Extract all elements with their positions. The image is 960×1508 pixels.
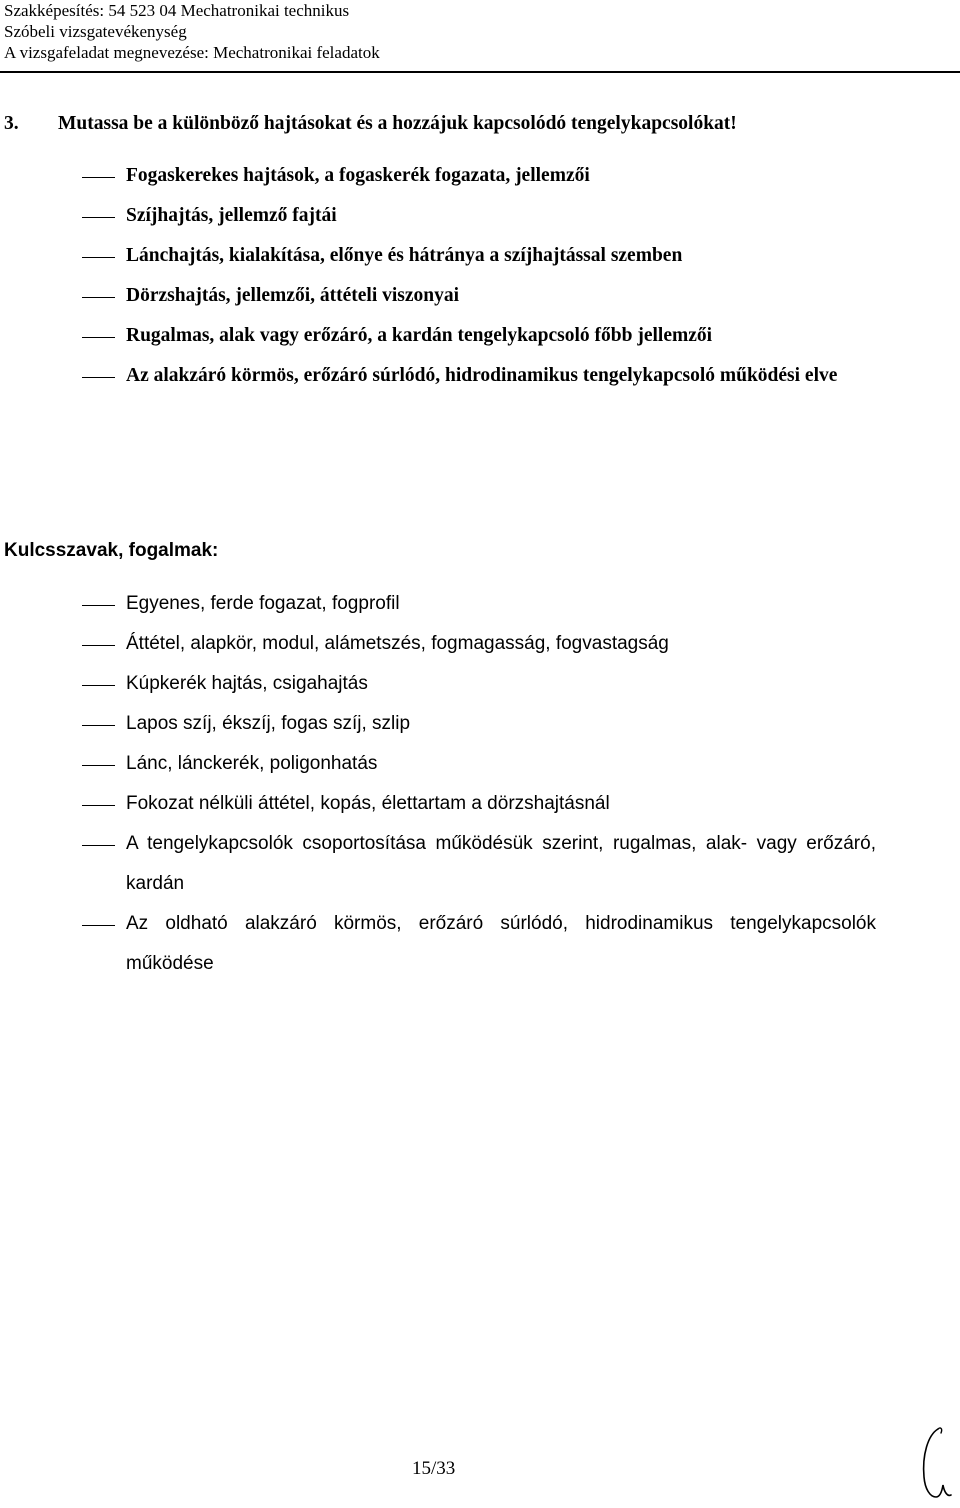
dash-bullet: [82, 217, 115, 218]
topic-text: Dörzshajtás, jellemzői, áttételi viszonyai: [126, 285, 460, 306]
keyword-text: Egyenes, ferde fogazat, fogprofil: [126, 593, 400, 614]
list-item: [0, 196, 876, 236]
keyword-text: Áttétel, alapkör, modul, alámetszés, fogmagasság, fogvastagság: [126, 633, 669, 654]
dash-bullet: [82, 177, 115, 178]
dash-bullet: [82, 685, 115, 686]
topic-text: Rugalmas, alak vagy erőzáró, a kardán tengelykapcsoló főbb jellemzői: [126, 325, 713, 346]
dash-bullet: [82, 257, 115, 258]
list-item: [0, 584, 876, 624]
dash-bullet: [82, 805, 115, 806]
list-item: [0, 156, 876, 196]
list-item: [0, 664, 876, 704]
list-item: [0, 624, 876, 664]
header-divider: [0, 71, 960, 73]
topic-text: Fogaskerekes hajtások, a fogaskerék fogazata, jellemzői: [126, 165, 590, 186]
keyword-text: A tengelykapcsolók csoportosítása működésük szerint, rugalmas, alak- vagy erőzáró, kardán: [126, 833, 876, 894]
dash-bullet: [82, 765, 115, 766]
list-item: [0, 744, 876, 784]
keyword-text: Az oldható alakzáró körmös, erőzáró súrlódó, hidrodinamikus tengelykapcsolók működése: [126, 913, 876, 974]
keywords-heading: Kulcsszavak, fogalmak:: [4, 540, 219, 561]
question-heading: [4, 113, 737, 135]
topic-list: [0, 156, 960, 396]
page-number: 15/33: [412, 1458, 456, 1479]
dash-bullet: [82, 337, 115, 338]
topic-text: Szíjhajtás, jellemző fajtái: [126, 205, 337, 226]
list-item: [0, 356, 876, 396]
question-number: 3.: [4, 113, 19, 134]
dash-bullet: [82, 845, 115, 846]
keyword-text: Lánc, lánckerék, poligonhatás: [126, 753, 378, 774]
dash-bullet: [82, 605, 115, 606]
list-item: [0, 704, 876, 744]
signature-icon: [916, 1425, 956, 1503]
header-qualification: Szakképesítés: 54 523 04 Mechatronikai technikus: [4, 1, 350, 20]
keyword-text: Kúpkerék hajtás, csigahajtás: [126, 673, 368, 694]
topic-text: Lánchajtás, kialakítása, előnye és hátránya a szíjhajtással szemben: [126, 245, 683, 266]
dash-bullet: [82, 377, 115, 378]
signature-mark: [916, 1425, 956, 1508]
dash-bullet: [82, 925, 115, 926]
header-task-name: A vizsgafeladat megnevezése: Mechatronikai feladatok: [4, 43, 380, 62]
list-item: [0, 784, 876, 824]
keyword-text: Lapos szíj, ékszíj, fogas szíj, szlip: [126, 713, 411, 734]
list-item: [0, 824, 876, 904]
topic-text: Az alakzáró körmös, erőzáró súrlódó, hidrodinamikus tengelykapcsoló működési elve: [126, 365, 838, 386]
dash-bullet: [82, 297, 115, 298]
header-exam-activity: Szóbeli vizsgatevékenység: [4, 22, 187, 41]
keyword-text: Fokozat nélküli áttétel, kopás, élettartam a dörzshajtásnál: [126, 793, 610, 814]
question-text: Mutassa be a különböző hajtásokat és a hozzájuk kapcsolódó tengelykapcsolókat!: [58, 113, 737, 134]
list-item: [0, 276, 876, 316]
page-header: [4, 0, 380, 63]
dash-bullet: [82, 645, 115, 646]
dash-bullet: [82, 725, 115, 726]
list-item: [0, 904, 876, 984]
keyword-list: [0, 584, 960, 984]
list-item: [0, 236, 876, 276]
list-item: [0, 316, 876, 356]
